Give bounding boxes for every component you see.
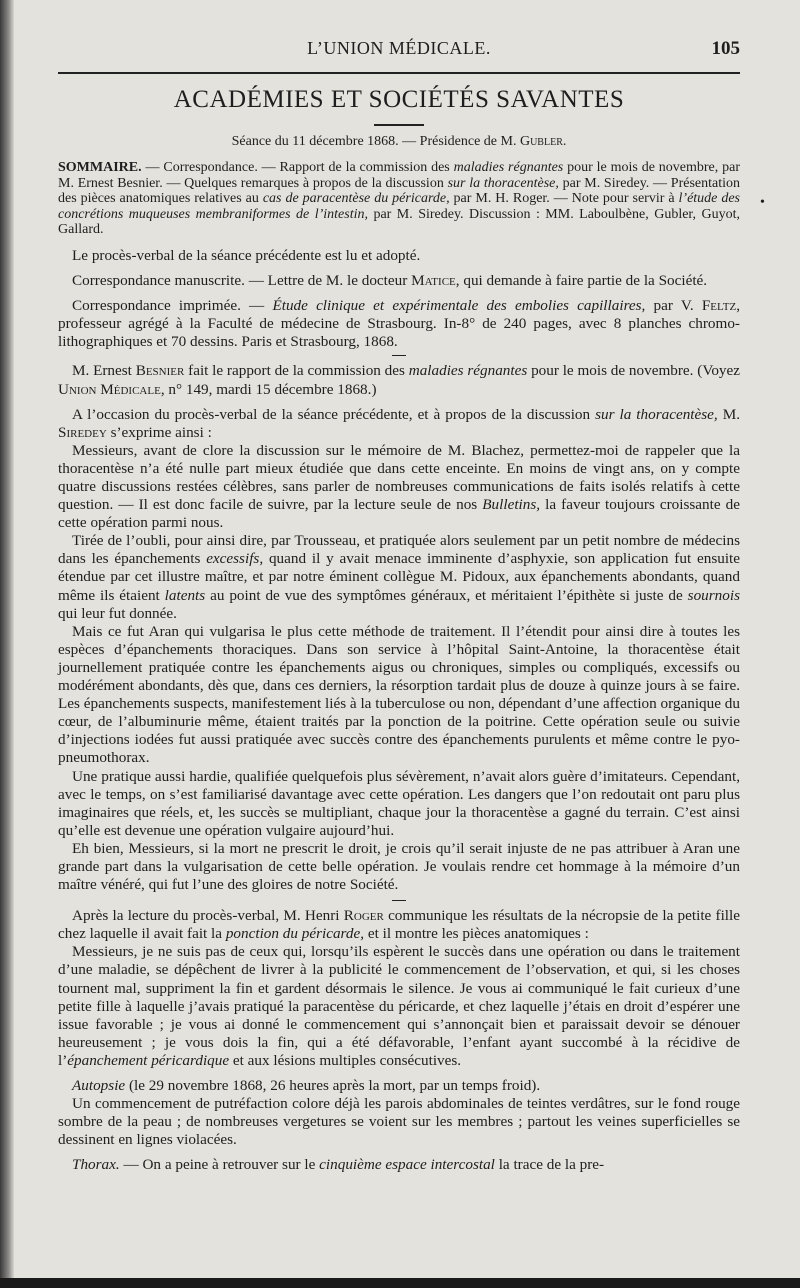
paragraph-autopsy: Autopsie (le 29 novembre 1868, 26 heures après la mort, par un temps froid). — [72, 1077, 541, 1094]
paragraph-putrefaction: Un commencement de putréfaction colore déjà les parois abdominales de teintes verdâtres, sur le fond rouge sombre de la peau ; de nombreuses vergetures se voient sur les membres ; partout les veines superficielles se dessinent en lignes violacées. — [58, 1095, 740, 1149]
paragraph-siredey-3: Mais ce fut Aran qui vulgarisa le plus cette méthode de traitement. Il l’étendit pour ainsi dire à toutes les espèces d’épanchements thoraciques. Dans son service à l’hôpital Saint-Antoine, la thoracentèse était journellement pratiquée contre les épanchements aigus ou chroniques, simples ou compliqués, excessifs ou modérément abondants, dès que, dans ces derniers, la résorption tardait plus de douze à quinze jours à se faire. Les épanchements suspects, manifestement liés à la tuberculose ou non, dépendant d’une affection organique du cœur, de l’albuminurie même, étaient traités par la ponction de la poitrine. Cette opération seule ou suivie d’injections iodées fut aussi pratiquée avec succès contre des épanchements purulents et même contre le pyo-pneumothorax. — [58, 622, 740, 767]
running-title: L’UNION MÉDICALE. — [307, 38, 491, 58]
paragraph-siredey-1: Messieurs, avant de clore la discussion sur le mémoire de M. Blachez, permettez-moi de rappeler que la thoracentèse n’a été nulle part mieux étudiée que dans cette enceinte. En moins de vingt ans, on y compte quatre discussions restées célèbres, sans parler de nombreuses communications de faits isolés relatifs à cette question. — Il est donc facile de suivre, par la lecture seule de nos Bulletins, la faveur toujours croissante de cette opération parmi nous. — [58, 441, 740, 532]
paragraph-siredey-5: Eh bien, Messieurs, si la mort ne prescrit le droit, je crois qu’il serait injuste de ne pas attribuer à Aran une grande part dans la vulgarisation de cette belle opération. Je voulais rendre cet hommage à la mémoire d’un maître vénéré, qui fut l’une des gloires de notre Société. — [58, 839, 740, 894]
paragraph-roger-1: Messieurs, je ne suis pas de ceux qui, lorsqu’ils espèrent le succès dans une opération ou dans le traitement d’une maladie, se dépêchent de livrer à la publicité le commencement de l’observation, et qui, si les choses tournent mal, suppriment la fin et gardent désormais le silence. Je vous ai communiqué le fait curieux d’une petite fille à laquelle j’avais pratiqué la paracentèse du péricarde, et chez laquelle j’étais en droit d’espérer une issue favorable ; je vous ai donné le commencement qui s’annonçait bien et paraissait devoir se dénouer heureusement ; je vous dois la fin, qui a été défavorable, l’enfant ayant succombé à la récidive de l’épanchement péricardique et aux lésions multiples consécutives. — [58, 943, 740, 1069]
page-number: 105 — [711, 38, 740, 59]
separator-dash — [392, 900, 406, 901]
section-title: ACADÉMIES ET SOCIÉTÉS SAVANTES — [173, 86, 625, 113]
separator-dash — [392, 355, 406, 356]
page-bottom-edge — [0, 1278, 800, 1288]
page-content — [58, 34, 740, 1174]
margin-mark: • — [760, 195, 765, 210]
paragraph-siredey-intro: A l’occasion du procès-verbal de la séance précédente, et à propos de la discussion sur la thoracentèse, M. Siredey s’exprime ainsi : — [58, 405, 740, 441]
session-line: Séance du 11 décembre 1868. — Présidence de M. Gubler. — [231, 134, 567, 149]
paragraph-minutes: Le procès-verbal de la séance précédente est lu et adopté. — [72, 246, 421, 264]
page-binding-shadow — [0, 0, 14, 1288]
summary-block: SOMMAIRE. — Correspondance. — Rapport de la commission des maladies régnantes pour le mois de novembre, par M. Ernest Besnier. — Quelques remarques à propos de la discussion sur la thoracentèse, par M. Siredey. — Présentation des pièces anatomiques relatives au cas de paracentèse du péricarde, par M. H. Roger. — Note pour servir à l’étude des concrétions muqueuses membraniformes de l’intestin, par M. Siredey. Discussion : MM. Laboulbène, Gubler, Guyot, Gallard. — [58, 160, 741, 238]
paragraph-correspondence-manuscript: Correspondance manuscrite. — Lettre de M. le docteur Matice, qui demande à faire partie de la Société. — [72, 272, 708, 290]
title-rule — [374, 124, 424, 126]
header-rule — [58, 72, 740, 74]
running-head — [58, 34, 740, 68]
paragraph-thorax: Thorax. — On a peine à retrouver sur le cinquième espace intercostal la trace de la pre- — [72, 1156, 605, 1174]
paragraph-correspondence-printed: Correspondance imprimée. — Étude clinique et expérimentale des embolies capillaires, par V. Feltz, professeur agrégé à la Faculté de médecine de Strasbourg. In-8° de 240 pages, avec 8 planches chromo-lithographiques et 70 dessins. Paris et Strasbourg, 1868. — [58, 297, 740, 351]
paragraph-besnier-report: M. Ernest Besnier fait le rapport de la commission des maladies régnantes pour le mois de novembre. (Voyez Union Médicale, n° 149, mardi 15 décembre 1868.) — [58, 362, 740, 398]
paragraph-roger-intro: Après la lecture du procès-verbal, M. Henri Roger communique les résultats de la nécropsie de la petite fille chez laquelle il avait fait la ponction du péricarde, et il montre les pièces anatomiques : — [58, 907, 740, 943]
paragraph-siredey-2: Tirée de l’oubli, pour ainsi dire, par Trousseau, et pratiquée alors seulement par un petit nombre de médecins dans les épanchements excessifs, quand il y avait menace imminente d’asphyxie, son application fut ensuite étendue par cet illustre maître, et par notre éminent collègue M. Pidoux, aux épanchements abondants, quand même ils étaient latents au point de vue des symptômes généraux, et méritaient l’épithète si juste de sournois qui leur fut donnée. — [58, 532, 740, 622]
paragraph-siredey-4: Une pratique aussi hardie, qualifiée quelquefois plus sévèrement, n’avait alors guère d’imitateurs. Cependant, avec le temps, on s’est familiarisé davantage avec cette opération. Les dangers que l’on redoutait ont paru plus imaginaires que réels, et, les succès se multipliant, chaque jour la thoracentèse a gagné du terrain. C’est ainsi qu’elle est devenue une opération vulgaire aujourd’hui. — [58, 767, 740, 839]
